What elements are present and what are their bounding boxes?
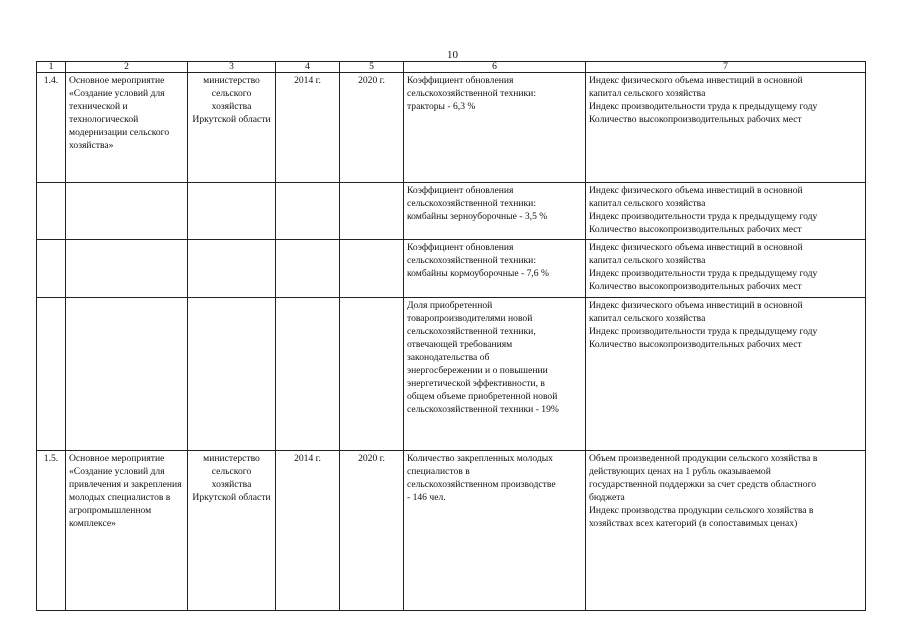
indicators-line: Индекс производительности труда к предыдущему году [589, 267, 818, 279]
executor [188, 298, 276, 451]
start-year [276, 73, 340, 183]
expected-result-line: Коэффициент обновления [407, 242, 514, 253]
expected-result [404, 73, 586, 183]
indicators-line: Количество высокопроизводительных рабочих мест [589, 223, 802, 235]
end-year-text: 2020 г. [358, 75, 385, 86]
indicators-line: Количество высокопроизводительных рабочих мест [589, 338, 802, 350]
expected-result-line: сельскохозяйственной техники - 19% [407, 403, 559, 415]
end-year-text: 2020 г. [358, 453, 385, 464]
indicators [586, 73, 866, 183]
end-year [340, 298, 404, 451]
start-year-text: 2014 г. [294, 453, 321, 464]
indicators-line: Индекс производительности труда к предыдущему году [589, 325, 818, 337]
event-name [66, 298, 188, 451]
indicators-line: действующих ценах на 1 рубль оказываемой [589, 465, 771, 477]
column-header: 1 [37, 62, 66, 73]
expected-result-line: энергосбережении и о повышении [407, 364, 548, 376]
expected-result [404, 240, 586, 298]
indicators-line: Индекс физического объема инвестиций в основной [589, 75, 803, 86]
expected-result-line: товаропроизводителями новой [407, 312, 533, 324]
item-number [37, 298, 66, 451]
indicators-line: бюджета [589, 491, 625, 503]
indicators-line: Индекс производительности труда к предыдущему году [589, 100, 818, 112]
item-number-text: 1.4. [43, 75, 59, 86]
end-year [340, 451, 404, 611]
start-year [276, 183, 340, 240]
table-row [37, 73, 866, 183]
end-year [340, 240, 404, 298]
expected-result-line: сельскохозяйственной техники: [407, 87, 536, 99]
indicators [586, 298, 866, 451]
indicators-line: Объем произведенной продукции сельского хозяйства в [589, 453, 818, 464]
program-table [36, 61, 866, 611]
expected-result-line: комбайны кормоуборочные - 7,6 % [407, 267, 549, 279]
indicators-line: капитал сельского хозяйства [589, 197, 706, 209]
event-name [66, 451, 188, 611]
table-row [37, 451, 866, 611]
table-row [37, 183, 866, 240]
end-year [340, 73, 404, 183]
item-number [37, 451, 66, 611]
indicators-line: Индекс производства продукции сельского хозяйства в [589, 504, 814, 516]
item-number [37, 73, 66, 183]
expected-result-line: сельскохозяйственной техники: [407, 197, 536, 209]
indicators-line: государственной поддержки за счет средств областного [589, 478, 817, 490]
expected-result-line: общем объеме приобретенной новой [407, 390, 558, 402]
column-header: 3 [188, 62, 276, 73]
indicators [586, 451, 866, 611]
start-year [276, 451, 340, 611]
indicators-line: капитал сельского хозяйства [589, 254, 706, 266]
indicators-line: Индекс физического объема инвестиций в основной [589, 300, 803, 311]
expected-result-line: Доля приобретенной [407, 300, 493, 311]
start-year [276, 298, 340, 451]
event-name-text: Основное мероприятие «Создание условий для привлечения и закрепления молодых специалистов в агропромышленном комплексе» [69, 453, 182, 529]
item-number [37, 183, 66, 240]
indicators [586, 183, 866, 240]
table-row [37, 298, 866, 451]
indicators-line: капитал сельского хозяйства [589, 312, 706, 324]
column-header: 2 [66, 62, 188, 73]
event-name [66, 73, 188, 183]
expected-result-line: законодательства об [407, 351, 490, 363]
expected-result-line: специалистов в [407, 465, 470, 477]
expected-result-line: - 146 чел. [407, 491, 446, 503]
indicators-line: Индекс производительности труда к предыдущему году [589, 210, 818, 222]
indicators-line: Индекс физического объема инвестиций в основной [589, 242, 803, 253]
expected-result-line: сельскохозяйственной техники: [407, 254, 536, 266]
expected-result [404, 451, 586, 611]
column-header: 5 [340, 62, 404, 73]
indicators-line: Количество высокопроизводительных рабочих мест [589, 113, 802, 125]
indicators-line: Индекс физического объема инвестиций в основной [589, 185, 803, 196]
executor [188, 451, 276, 611]
event-name [66, 183, 188, 240]
expected-result-line: энергетической эффективности, в [407, 377, 545, 389]
start-year-text: 2014 г. [294, 75, 321, 86]
expected-result-line: Коэффициент обновления [407, 185, 514, 196]
executor [188, 183, 276, 240]
table-row [37, 240, 866, 298]
executor [188, 73, 276, 183]
expected-result-line: тракторы - 6,3 % [407, 100, 476, 112]
item-number [37, 240, 66, 298]
expected-result-line: отвечающей требованиям [407, 338, 513, 350]
indicators [586, 240, 866, 298]
column-header: 4 [276, 62, 340, 73]
expected-result-line: сельскохозяйственной техники, [407, 325, 536, 337]
executor [188, 240, 276, 298]
indicators-line: хозяйствах всех категорий (в сопоставимых ценах) [589, 517, 798, 529]
end-year [340, 183, 404, 240]
event-name [66, 240, 188, 298]
expected-result [404, 183, 586, 240]
expected-result-line: Коэффициент обновления [407, 75, 514, 86]
expected-result [404, 298, 586, 451]
expected-result-line: комбайны зерноуборочные - 3,5 % [407, 210, 548, 222]
expected-result-line: Количество закрепленных молодых [407, 453, 553, 464]
expected-result-line: сельскохозяйственном производстве [407, 478, 556, 490]
column-header: 6 [404, 62, 586, 73]
item-number-text: 1.5. [43, 453, 59, 464]
column-header: 7 [586, 62, 866, 73]
start-year [276, 240, 340, 298]
page-number: 10 [447, 49, 458, 61]
event-name-text: Основное мероприятие «Создание условий для технической и технологической модернизации сельского хозяйства» [69, 75, 170, 151]
indicators-line: Количество высокопроизводительных рабочих мест [589, 280, 802, 292]
executor-text: министерство сельского хозяйства Иркутской области [192, 75, 271, 125]
column-number-row [37, 62, 866, 73]
executor-text: министерство сельского хозяйства Иркутской области [192, 453, 271, 503]
indicators-line: капитал сельского хозяйства [589, 87, 706, 99]
